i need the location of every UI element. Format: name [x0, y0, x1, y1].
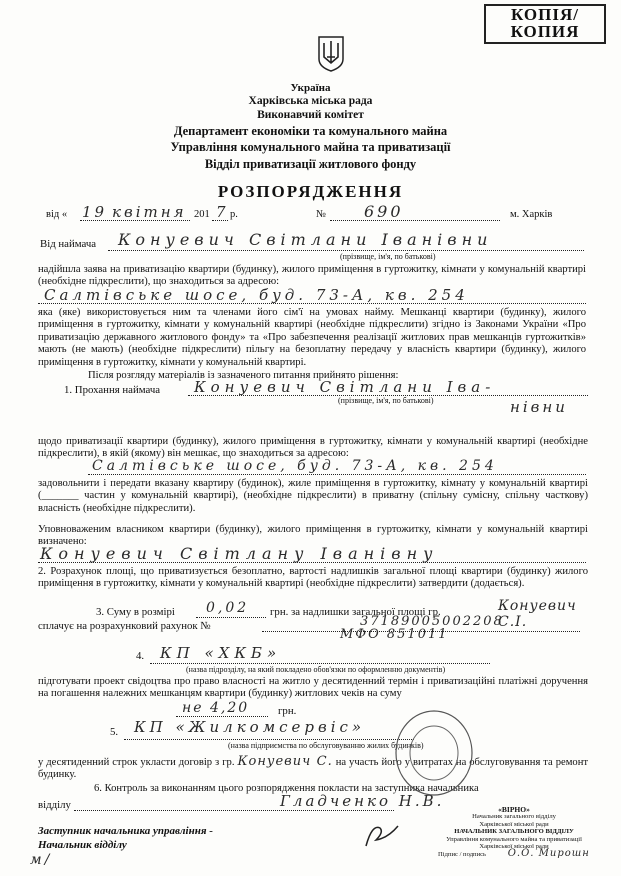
item6-suffix: відділу — [38, 799, 71, 811]
item1-row — [64, 380, 588, 420]
cert-stamp-top: «ВІРНО» — [498, 805, 530, 814]
item5-text — [38, 756, 588, 782]
item1-label: 1. Прохання наймача — [64, 384, 161, 396]
item6-name: Гладченко Н.В. — [280, 792, 445, 810]
order-number-label: № — [316, 209, 327, 220]
item3-middle: грн. за надлишки загальної площі гр. — [270, 606, 441, 618]
order-number: 690 — [364, 202, 404, 221]
cert-stamp-line2: Харківської міської ради — [479, 820, 549, 828]
header-committee: Виконавчий комітет — [257, 109, 364, 121]
item5-name: Конуевич С. — [237, 754, 333, 769]
item4-row — [136, 644, 536, 674]
cert-stamp-line1: Начальник загального відділу — [472, 813, 556, 821]
cert-stamp-sign-name: О.О. Мирошн — [507, 848, 590, 860]
page-title: РОЗПОРЯДЖЕННЯ — [217, 182, 404, 201]
item1-name-line2: нівни — [510, 398, 568, 416]
city: м. Харків — [510, 209, 553, 220]
applicant-label: Від наймача — [40, 238, 97, 250]
certification-stamp — [428, 806, 600, 868]
item5-org: КП «Жилкомсервіс» — [134, 718, 366, 736]
applicant-name: Конуевич Світлани Іванівни — [118, 230, 493, 249]
margin-note: м/ — [30, 852, 53, 868]
cert-stamp-line3: НАЧАЛЬНИК ЗАГАЛЬНОГО ВІДДІЛУ — [454, 828, 574, 836]
item4-text: підготувати проект свідоцтва про право власності на житло у десятиденний термін і приватизаційні платіжні доручення на погашення належних мешканцям квартири (будинку) житлових чеків на суму — [38, 676, 588, 700]
item3-mfo: МФО 851011 — [340, 627, 449, 642]
date-year-prefix: 201 — [194, 209, 210, 220]
item1-text-a: щодо приватизації квартири (будинку), жилого приміщення в гуртожитку, кімнати у комунальній квартирі (необхідне підкреслити), в якій (якому) він мешкає, що знаходиться за адресою: — [38, 436, 588, 460]
item3-amount: 0,02 — [206, 600, 250, 616]
date-prefix: від « — [46, 209, 68, 220]
header-country: Україна — [290, 82, 331, 94]
item5-prefix: у десятиденний строк укласти договір з гр. — [38, 757, 235, 768]
date-year-digit: 7 — [216, 203, 229, 221]
item5-number: 5. — [110, 726, 119, 738]
trident-icon — [316, 33, 346, 73]
signature-mark — [362, 820, 402, 850]
item3-row — [38, 598, 598, 644]
date-line — [46, 203, 586, 223]
applicant-hint: (прізвище, ім'я, по батькові) — [340, 252, 436, 261]
cert-stamp-line4: Управління комунального майна та приватизації — [446, 835, 582, 843]
item1-text-b: задовольнити і передати вказану квартиру (будинок), жиле приміщення в гуртожитку, кімнату у комунальній квартирі (_______ частин у комунальній квартирі), (необхідне підкреслити) в приватну (спільну сумісну, спільну часткову) власність (необхідне підкреслити). — [38, 478, 588, 514]
item3-prefix: 3. Суму в розмірі — [96, 606, 175, 618]
cert-stamp-line5: Харківської міської ради — [479, 843, 549, 851]
item6-text: 6. Контроль за виконанням цього розпорядження покласти на заступника начальника — [94, 783, 479, 794]
item3-account-label: сплачує на розрахунковий рахунок № — [38, 620, 211, 632]
item4-hint: (назва підрозділу, на який покладено обов'язки по оформленню документів) — [186, 665, 446, 674]
date-year-suffix: р. — [230, 209, 238, 220]
item4-number: 4. — [136, 650, 145, 662]
item1-name-line1: Конуевич Світлани Іва- — [194, 378, 496, 396]
item1-hint: (прізвище, ім'я, по батькові) — [338, 396, 434, 405]
owner-name: Конуевич Світлану Іванівну — [40, 544, 439, 563]
paragraph-residents: яка (яке) використовується ним та членами його сім'ї на умовах найму. Мешканці квартири (будинку), жилого приміщення в гуртожитку, кімнати у комунальній квартирі (необхідне підкреслити) згідно із Законами України «Про приватизацію державного житлового фонду» та «Про забезпечення реалізації житлових прав мешканців гуртожитків» мають (не мають) (необхідне підкреслити) пільгу на безоплатну передачу у власність квартири (будинку), жилого приміщення в гуртожитку, кімнати у комунальній квартирі. — [38, 307, 586, 368]
header-directorate: Управління комунального майна та приватизації — [170, 140, 451, 154]
signature-title-line2: Начальник відділу — [38, 839, 127, 851]
address: Салтівське шосе, буд. 73-А, кв. 254 — [44, 286, 469, 304]
round-stamp — [392, 708, 476, 798]
paragraph-intro: надійшла заява на приватизацію квартири (будинку), жилого приміщення в гуртожитку, кімнати у комунальній квартирі (необхідне підкреслити), що знаходиться за адресою: — [38, 264, 586, 288]
item4-org: КП «ХКБ» — [160, 644, 282, 662]
item1-address: Салтівське шосе, буд. 73-А, кв. 254 — [92, 458, 498, 474]
date-day: 19 — [82, 203, 108, 221]
item4-sum: не 4,20 — [182, 700, 250, 716]
item5-suffix: на участь його у витратах на обслуговування та ремонт будинку. — [38, 757, 588, 781]
decision-intro: Після розгляду матеріалів із зазначеного питання прийнято рішення: — [88, 370, 399, 381]
header-division: Відділ приватизації житлового фонду — [204, 157, 417, 171]
header-council: Харківська міська рада — [248, 95, 373, 107]
item2-text: 2. Розрахунок площі, що приватизується безоплатно, вартості надлишків загальної площі квартири (будинку) жилого приміщення в гуртожитку, кімнати у комунальній квартирі (необхідне підкреслити) затвердити (додається). — [38, 566, 588, 590]
applicant-row — [40, 232, 585, 260]
item3-account: 37189005002208 — [360, 614, 504, 629]
cert-stamp-sign-label: Підпис / подпись — [438, 851, 487, 859]
copy-stamp — [484, 4, 606, 44]
copy-stamp-line1: КОПІЯ/ — [511, 5, 579, 24]
item3-name: Конуевич С.І. — [498, 598, 577, 630]
copy-stamp-line2: КОПИЯ — [510, 22, 580, 41]
owner-intro: Уповноваженим власником квартири (будинку), жилого приміщення в гуртожитку, кімнати у комунальній квартирі визначено: — [38, 524, 588, 548]
header-department: Департамент економіки та комунального майна — [173, 124, 448, 138]
date-month: квітня — [112, 203, 187, 221]
signature-title-line1: Заступник начальника управління - — [38, 825, 213, 837]
item4-unit: грн. — [278, 705, 297, 717]
item5-hint: (назва підприємства по обслуговуванню жилих будинків) — [228, 741, 424, 750]
